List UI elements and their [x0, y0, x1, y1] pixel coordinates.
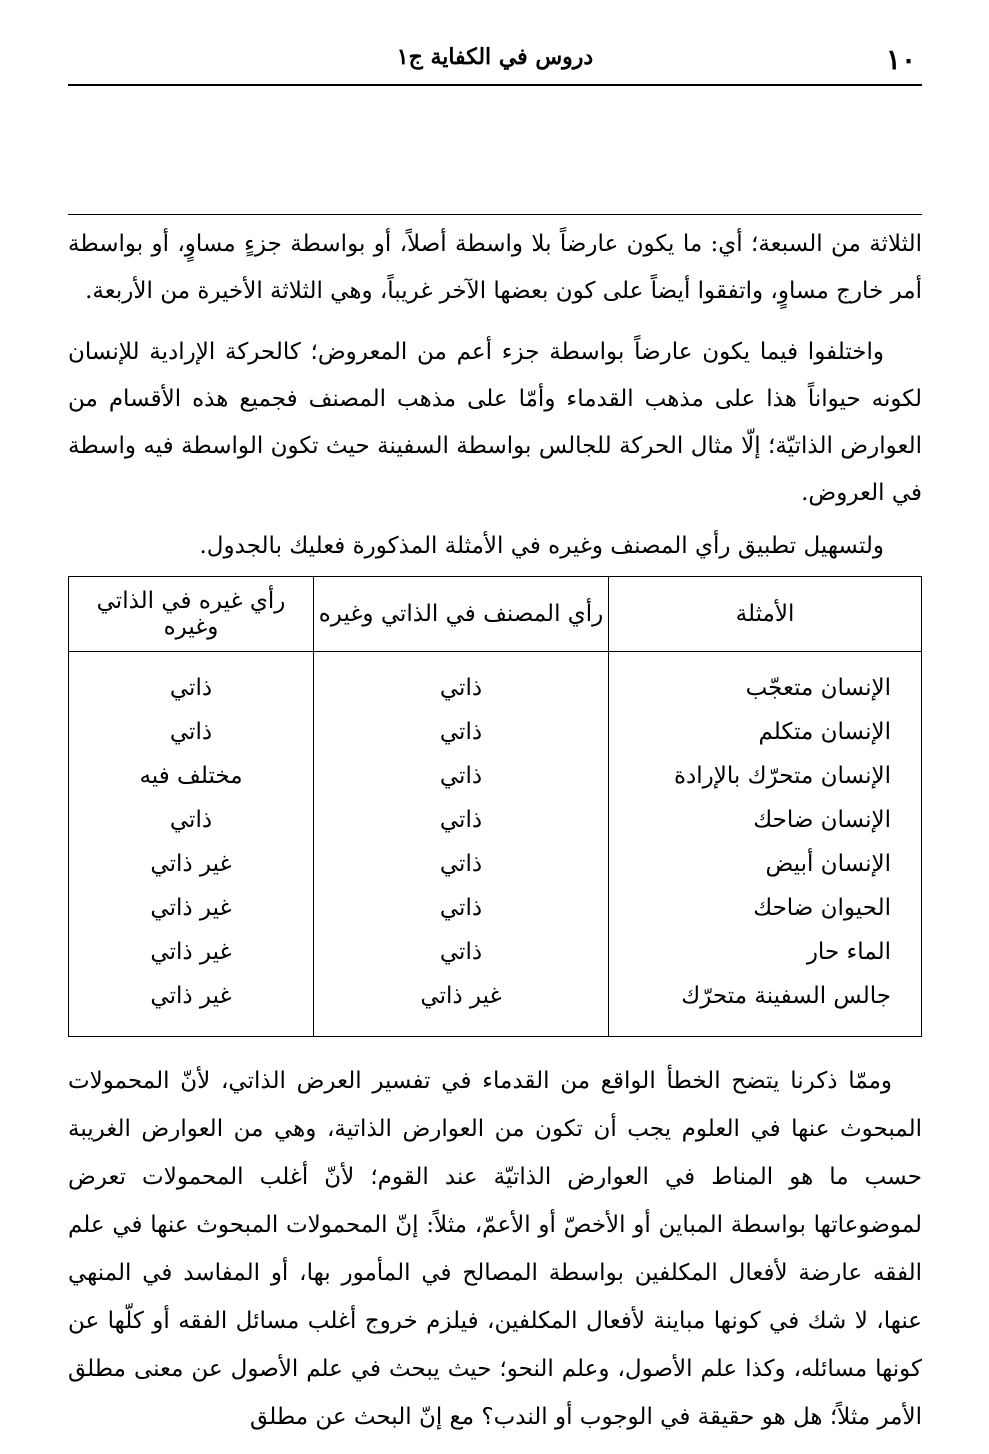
section-divider: [68, 214, 922, 215]
table-row: [69, 974, 922, 1037]
cell-author-view: ذاتي: [314, 930, 609, 974]
header-examples: الأمثلة: [609, 577, 922, 652]
cell-author-view: غير ذاتي: [314, 974, 609, 1037]
table-header-row: [69, 577, 922, 652]
cell-others-view: مختلف فيه: [69, 754, 314, 798]
cell-author-view: ذاتي: [314, 710, 609, 754]
cell-example: الإنسان أبيض: [609, 842, 922, 886]
table-row: [69, 842, 922, 886]
table-body: [69, 652, 922, 1037]
cell-author-view: ذاتي: [314, 754, 609, 798]
cell-author-view: ذاتي: [314, 798, 609, 842]
paragraph-1: الثلاثة من السبعة؛ أي: ما يكون عارضاً بلا واسطة أصلاً، أو بواسطة جزءٍ مساوٍ، أو بواسطة أمر خارج مساوٍ، واتفقوا أيضاً على كون بعضها الآخر غريباً، وهي الثلاثة الأخيرة من الأربعة.: [68, 231, 922, 304]
examples-table: [68, 576, 922, 1037]
cell-author-view: ذاتي: [314, 652, 609, 711]
table-row: [69, 798, 922, 842]
cell-example: الإنسان متكلم: [609, 710, 922, 754]
cell-example: الإنسان ضاحك: [609, 798, 922, 842]
table-row: [69, 886, 922, 930]
header-author-view: رأي المصنف في الذاتي وغيره: [314, 577, 609, 652]
cell-others-view: غير ذاتي: [69, 886, 314, 930]
book-page: [68, 40, 922, 1441]
cell-example: الحيوان ضاحك: [609, 886, 922, 930]
cell-example: جالس السفينة متحرّك: [609, 974, 922, 1037]
cell-others-view: غير ذاتي: [69, 842, 314, 886]
paragraph-2: واختلفوا فيما يكون عارضاً بواسطة جزء أعم من المعروض؛ كالحركة الإرادية للإنسان لكونه حيواناً هذا على مذهب القدماء وأمّا على مذهب المصنف فجميع هذه الأقسام من العوارض الذاتيّة؛ إلّا مثال الحركة للجالس بواسطة السفينة حيث تكون الواسطة فيه واسطة في العروض.: [68, 339, 922, 506]
cell-example: الإنسان متحرّك بالإرادة: [609, 754, 922, 798]
cell-author-view: ذاتي: [314, 886, 609, 930]
cell-author-view: ذاتي: [314, 842, 609, 886]
cell-others-view: ذاتي: [69, 652, 314, 711]
running-header: [68, 40, 922, 86]
cell-example: الماء حار: [609, 930, 922, 974]
cell-others-view: ذاتي: [69, 798, 314, 842]
cell-others-view: ذاتي: [69, 710, 314, 754]
table-row: [69, 930, 922, 974]
table-row: [69, 710, 922, 754]
page-number: ١٠: [885, 43, 916, 76]
book-title: دروس في الكفاية ج١: [396, 44, 594, 70]
table-row: [69, 754, 922, 798]
table-row: [69, 652, 922, 711]
cell-example: الإنسان متعجّب: [609, 652, 922, 711]
header-others-view: رأي غيره في الذاتي وغيره: [69, 577, 314, 652]
cell-others-view: غير ذاتي: [69, 930, 314, 974]
cell-others-view: غير ذاتي: [69, 974, 314, 1037]
paragraph-4: وممّا ذكرنا يتضح الخطأ الواقع من القدماء في تفسير العرض الذاتي، لأنّ المحمولات المبحوث عنها في العلوم يجب أن تكون من العوارض الذاتية، وهي من العوارض الغريبة حسب ما هو المناط في العوارض الذاتيّة عند القوم؛ لأنّ أغلب المحمولات تعرض لموضوعاتها بواسطة المباين أو الأخصّ أو الأعمّ، مثلاً: إنّ المحمولات المبحوث عنها في علم الفقه عارضة لأفعال المكلفين بواسطة المصالح في المأمور بها، أو المفاسد في المنهي عنها، لا شك في كونها مباينة لأفعال المكلفين، فيلزم خروج أغلب مسائل الفقه أو كلّها عن كونها مسائله، وكذا علم الأصول، وعلم النحو؛ حيث يبحث في علم الأصول عن معنى مطلق الأمر مثلاً؛ هل هو حقيقة في الوجوب أو الندب؟ مع إنّ البحث عن مطلق: [68, 1068, 922, 1430]
paragraph-3: ولتسهيل تطبيق رأي المصنف وغيره في الأمثلة المذكورة فعليك بالجدول.: [199, 533, 884, 559]
